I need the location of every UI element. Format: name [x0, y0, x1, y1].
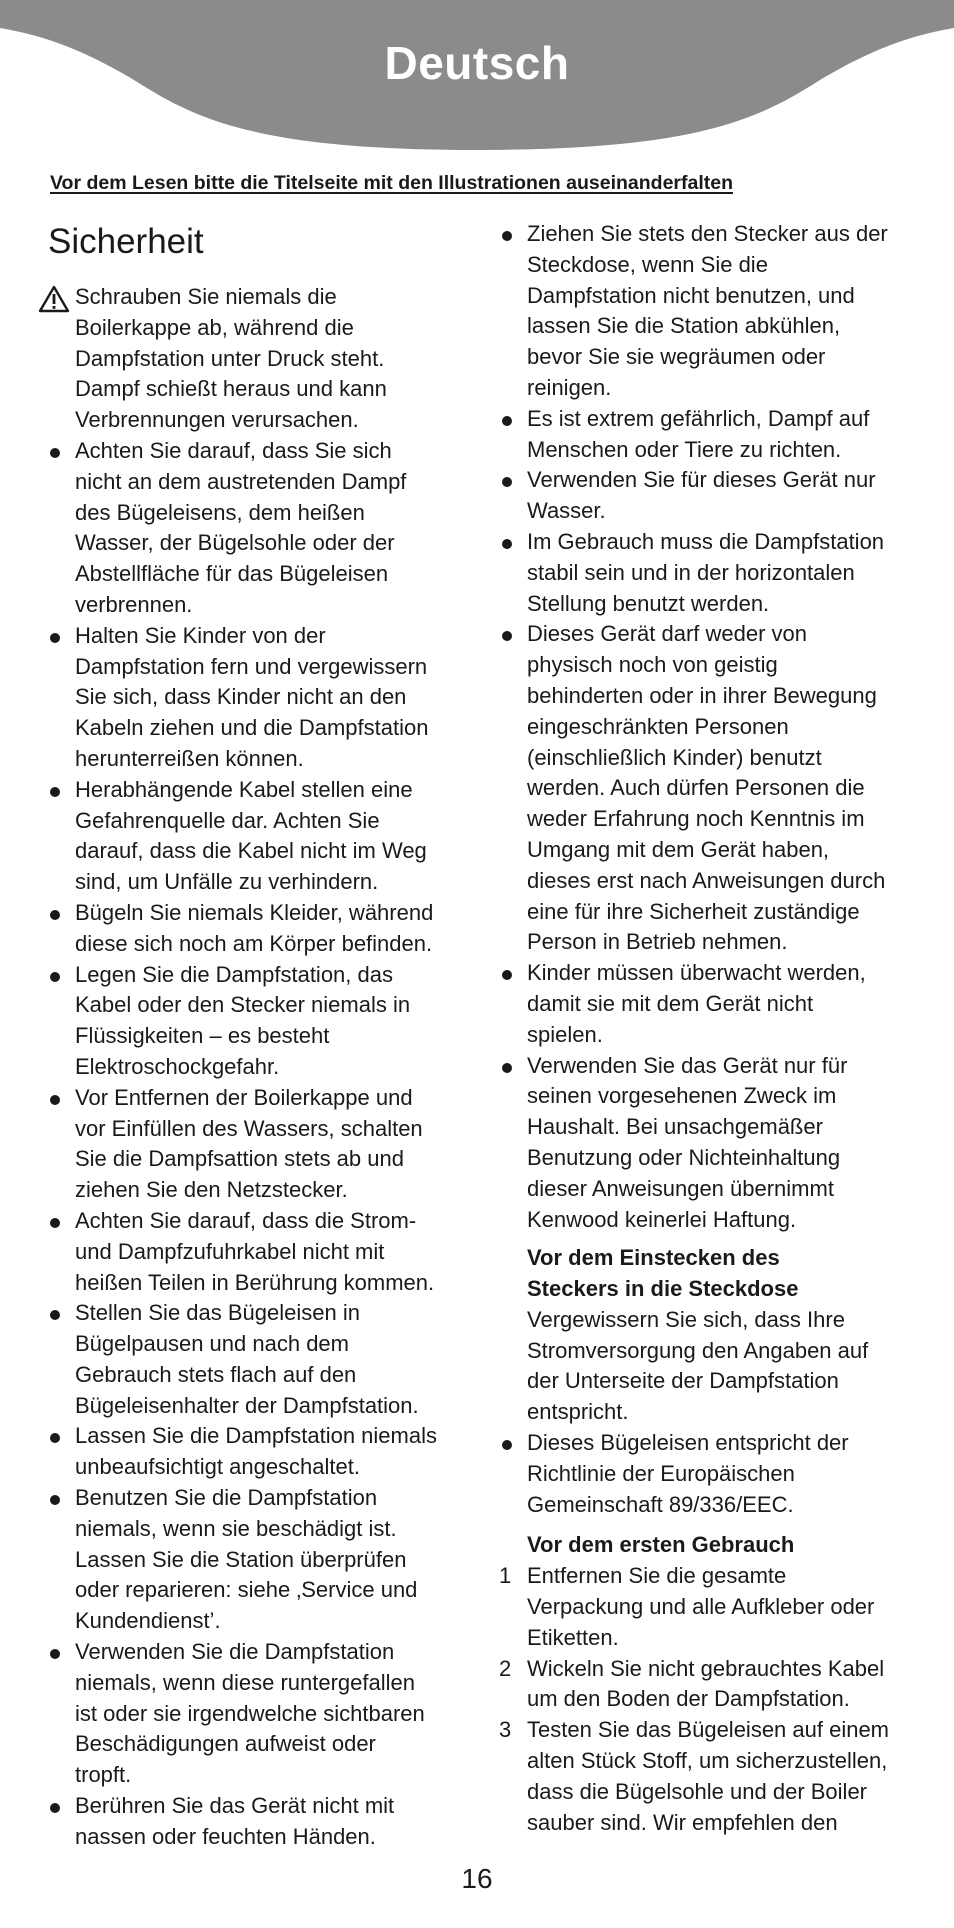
bullet-line: Menschen oder Tiere zu richten.	[527, 436, 842, 462]
bullet-item	[490, 527, 922, 619]
step-number: 1	[499, 1563, 512, 1589]
bullet-line: werden. Auch dürfen Personen die	[527, 775, 865, 801]
plug-text-line: Vergewissern Sie sich, dass Ihre	[527, 1306, 845, 1332]
step-number: 2	[499, 1655, 512, 1681]
bullet-line: eingeschränkten Personen	[527, 713, 789, 739]
bullet-line: Umgang mit dem Gerät haben,	[527, 836, 830, 862]
bullet-line: Halten Sie Kinder von der	[75, 622, 326, 648]
bullet-item	[490, 404, 922, 466]
bullet-dot	[502, 539, 512, 549]
bullet-dot	[50, 1803, 60, 1813]
bullet-line: Ziehen Sie stets den Stecker aus der	[527, 221, 888, 246]
bullet-item	[38, 960, 470, 1083]
fold-out-notice: Vor dem Lesen bitte die Titelseite mit den Illustrationen auseinanderfalten	[50, 172, 734, 194]
bullet-line: Kinder müssen überwacht werden,	[527, 960, 866, 986]
step-line: um den Boden der Dampfstation.	[527, 1686, 850, 1712]
bullet-line: verbrennen.	[75, 591, 193, 617]
warning-line: Boilerkappe ab, während die	[75, 314, 354, 340]
bullet-line: bevor Sie sie wegräumen oder	[527, 344, 826, 370]
warning-line: Verbrennungen verursachen.	[75, 407, 359, 433]
bullet-line: Lassen Sie die Dampfstation niemals	[75, 1423, 437, 1449]
bullet-line: spielen.	[527, 1021, 603, 1047]
bullet-item	[38, 1791, 470, 1853]
warning-triangle-icon	[38, 285, 70, 313]
bullet-dot	[50, 1433, 60, 1443]
bullet-line: Dampfstation fern und vergewissern	[75, 653, 428, 679]
plug-bullet-item	[490, 1428, 922, 1520]
bullet-line: Bügeln Sie niemals Kleider, während	[75, 899, 434, 925]
bullet-line: Benutzung oder Nichteinhaltung	[527, 1144, 841, 1170]
bullet-line: Kabeln ziehen und die Dampfstation	[75, 715, 429, 741]
bullet-item	[38, 1298, 470, 1421]
bullet-line: Gebrauch stets flach auf den	[75, 1361, 357, 1387]
bullet-dot	[502, 1063, 512, 1073]
plug-text-line: entspricht.	[527, 1399, 629, 1425]
step-line: Entfernen Sie die gesamte	[527, 1563, 787, 1589]
bullet-item	[38, 1637, 470, 1791]
bullet-item	[38, 775, 470, 898]
plug-heading-line: Vor dem Einstecken des	[527, 1245, 780, 1271]
bullet-dot	[50, 1649, 60, 1659]
bullet-line: Kundendienst’.	[75, 1608, 221, 1634]
page-title: Deutsch	[384, 37, 570, 89]
bullet-line: Abstellfläche für das Bügeleisen	[75, 561, 389, 587]
bullet-line: Berühren Sie das Gerät nicht mit	[75, 1793, 395, 1819]
bullet-item	[490, 958, 922, 1050]
bullet-line: Im Gebrauch muss die Dampfstation	[527, 528, 885, 554]
plug-heading	[490, 1243, 922, 1305]
bullet-line: dieses erst nach Anweisungen durch	[527, 867, 886, 893]
bullet-line: Stellen Sie das Bügeleisen in	[75, 1300, 360, 1326]
bullet-line: Lassen Sie die Station überprüfen	[75, 1546, 407, 1572]
bullet-line: Bügeleisenhalter der Dampfstation.	[75, 1392, 419, 1418]
header-band	[0, 0, 954, 155]
step-line: Testen Sie das Bügeleisen auf einem	[527, 1717, 890, 1743]
bullet-item	[38, 898, 470, 960]
page-number: 16	[461, 1863, 493, 1894]
bullet-line: stabil sein und in der horizontalen	[527, 559, 855, 585]
bullet-line: Haushalt. Bei unsachgemäßer	[527, 1114, 823, 1140]
bullet-line: dieser Anweisungen übernimmt	[527, 1175, 834, 1201]
bullet-line: herunterreißen können.	[75, 745, 304, 771]
bullet-line: nassen oder feuchten Händen.	[75, 1823, 376, 1849]
bullet-line: Verwenden Sie die Dampfstation	[75, 1639, 395, 1665]
bullet-line: Verwenden Sie das Gerät nur für	[527, 1052, 848, 1078]
step-line: Wickeln Sie nicht gebrauchtes Kabel	[527, 1655, 885, 1681]
bullet-item	[490, 465, 922, 527]
bullet-dot	[50, 1095, 60, 1105]
bullet-line: Sie sich, dass Kinder nicht an den	[75, 684, 407, 710]
bullet-line: Dieses Gerät darf weder von	[527, 621, 808, 647]
bullet-line: ziehen Sie den Netzstecker.	[75, 1177, 348, 1203]
bullet-line: Kenwood keinerlei Haftung.	[527, 1206, 797, 1232]
bullet-line: Es ist extrem gefährlich, Dampf auf	[527, 405, 870, 431]
bullet-line: des Bügeleisens, dem heißen	[75, 499, 365, 525]
bullet-line: Wasser.	[527, 498, 606, 524]
bullet-line: oder reparieren: siehe ‚Service und	[75, 1577, 418, 1603]
warning-line: Dampf schießt heraus und kann	[75, 376, 387, 402]
step-number: 3	[499, 1717, 512, 1743]
plug-heading-line: Steckers in die Steckdose	[527, 1276, 799, 1302]
bullet-line: und Dampfzufuhrkabel nicht mit	[75, 1238, 385, 1264]
warning-item	[38, 282, 470, 436]
bullet-line: Beschädigungen aufweist oder	[75, 1731, 376, 1757]
bullet-line: ist oder sie irgendwelche sichtbaren	[75, 1700, 425, 1726]
bullet-dot	[50, 787, 60, 797]
step-line: alten Stück Stoff, um sicherzustellen,	[527, 1748, 888, 1774]
plug-item-line: Dieses Bügeleisen entspricht der	[527, 1430, 849, 1456]
bullet-line: tropft.	[75, 1762, 132, 1788]
bullet-dot	[502, 231, 512, 241]
plug-paragraph	[490, 1305, 922, 1428]
section-title-safety: Sicherheit	[48, 222, 204, 261]
bullet-item	[490, 219, 922, 404]
right-column	[490, 219, 922, 1838]
bullet-line: Elektroschockgefahr.	[75, 1053, 280, 1079]
bullet-line: Wasser, der Bügelsohle oder der	[75, 530, 395, 556]
bullet-line: vor Einfüllen des Wassers, schalten	[75, 1115, 423, 1141]
bullet-line: Achten Sie darauf, dass die Strom-	[75, 1207, 417, 1233]
bullet-line: Legen Sie die Dampfstation, das	[75, 961, 393, 987]
bullet-line: Vor Entfernen der Boilerkappe und	[75, 1084, 413, 1110]
numbered-step	[490, 1561, 922, 1653]
bullet-line: Gefahrenquelle dar. Achten Sie	[75, 807, 380, 833]
bullet-line: Kabel oder den Stecker niemals in	[75, 992, 411, 1018]
bullet-line: eine für ihre Sicherheit zuständige	[527, 898, 860, 924]
bullet-line: Sie die Dampfsattion stets ab und	[75, 1146, 404, 1172]
plug-text-line: Stromversorgung den Angaben auf	[527, 1337, 869, 1363]
bullet-item	[38, 1206, 470, 1298]
warning-line: Dampfstation unter Druck steht.	[75, 345, 385, 371]
bullet-item	[38, 436, 470, 621]
bullet-line: lassen Sie die Station abkühlen,	[527, 313, 841, 339]
bullet-item	[38, 1083, 470, 1206]
bullet-item	[38, 1483, 470, 1637]
bullet-line: physisch noch von geistig	[527, 652, 778, 678]
bullet-item	[38, 621, 470, 775]
bullet-line: nicht an dem austretenden Dampf	[75, 468, 407, 494]
bullet-dot	[50, 1495, 60, 1505]
bullet-line: niemals, wenn diese runtergefallen	[75, 1669, 415, 1695]
bullet-line: Flüssigkeiten – es besteht	[75, 1023, 330, 1049]
bullet-line: darauf, dass die Kabel nicht im Weg	[75, 838, 427, 864]
bullet-line: behinderten oder in ihrer Bewegung	[527, 682, 877, 708]
warning-line: Schrauben Sie niemals die	[75, 284, 337, 309]
bullet-line: Dampfstation nicht benutzen, und	[527, 282, 855, 308]
bullet-item	[490, 619, 922, 958]
step-line: Etiketten.	[527, 1624, 619, 1650]
plug-text-line: der Unterseite der Dampfstation	[527, 1368, 839, 1394]
plug-item-line: Gemeinschaft 89/336/EEC.	[527, 1491, 794, 1517]
bullet-line: (einschließlich Kinder) benutzt	[527, 744, 822, 770]
bullet-dot	[50, 972, 60, 982]
bullet-line: Person in Betrieb nehmen.	[527, 929, 788, 955]
bullet-line: diese sich noch am Körper befinden.	[75, 930, 433, 956]
step-line: sauber sind. Wir empfehlen den	[527, 1809, 838, 1835]
bullet-item	[38, 1421, 470, 1483]
bullet-line: Benutzen Sie die Dampfstation	[75, 1485, 378, 1511]
bullet-line: unbeaufsichtigt angeschaltet.	[75, 1454, 360, 1480]
bullet-line: seinen vorgesehenen Zweck im	[527, 1083, 837, 1109]
bullet-dot	[502, 631, 512, 641]
bullet-dot	[502, 416, 512, 426]
bullet-line: reinigen.	[527, 374, 612, 400]
bullet-line: niemals, wenn sie beschädigt ist.	[75, 1515, 397, 1541]
numbered-step	[490, 1715, 922, 1838]
bullet-dot	[50, 910, 60, 920]
step-line: dass die Bügelsohle und der Boiler	[527, 1778, 868, 1804]
bullet-dot	[502, 970, 512, 980]
bullet-line: weder Erfahrung noch Kenntnis im	[527, 806, 865, 832]
bullet-dot	[50, 448, 60, 458]
bullet-line: Herabhängende Kabel stellen eine	[75, 776, 413, 802]
bullet-dot	[502, 477, 512, 487]
bullet-line: Verwenden Sie für dieses Gerät nur	[527, 467, 876, 493]
bullet-line: Stellung benutzt werden.	[527, 590, 770, 616]
bullet-line: heißen Teilen in Berührung kommen.	[75, 1269, 435, 1295]
bullet-line: damit sie mit dem Gerät nicht	[527, 990, 814, 1016]
bullet-dot	[502, 1440, 512, 1450]
left-column	[38, 220, 470, 1853]
bullet-line: Achten Sie darauf, dass Sie sich	[75, 437, 392, 463]
plug-item-line: Richtlinie der Europäischen	[527, 1460, 795, 1486]
bullet-item	[490, 1051, 922, 1236]
bullet-dot	[50, 633, 60, 643]
numbered-step	[490, 1654, 922, 1716]
bullet-line: sind, um Unfälle zu verhindern.	[75, 869, 379, 895]
bullet-line: Bügelpausen und nach dem	[75, 1331, 349, 1357]
bullet-dot	[50, 1310, 60, 1320]
bullet-dot	[50, 1218, 60, 1228]
step-line: Verpackung und alle Aufkleber oder	[527, 1594, 875, 1620]
bullet-line: Steckdose, wenn Sie die	[527, 251, 768, 277]
first-use-heading: Vor dem ersten Gebrauch	[527, 1532, 795, 1558]
